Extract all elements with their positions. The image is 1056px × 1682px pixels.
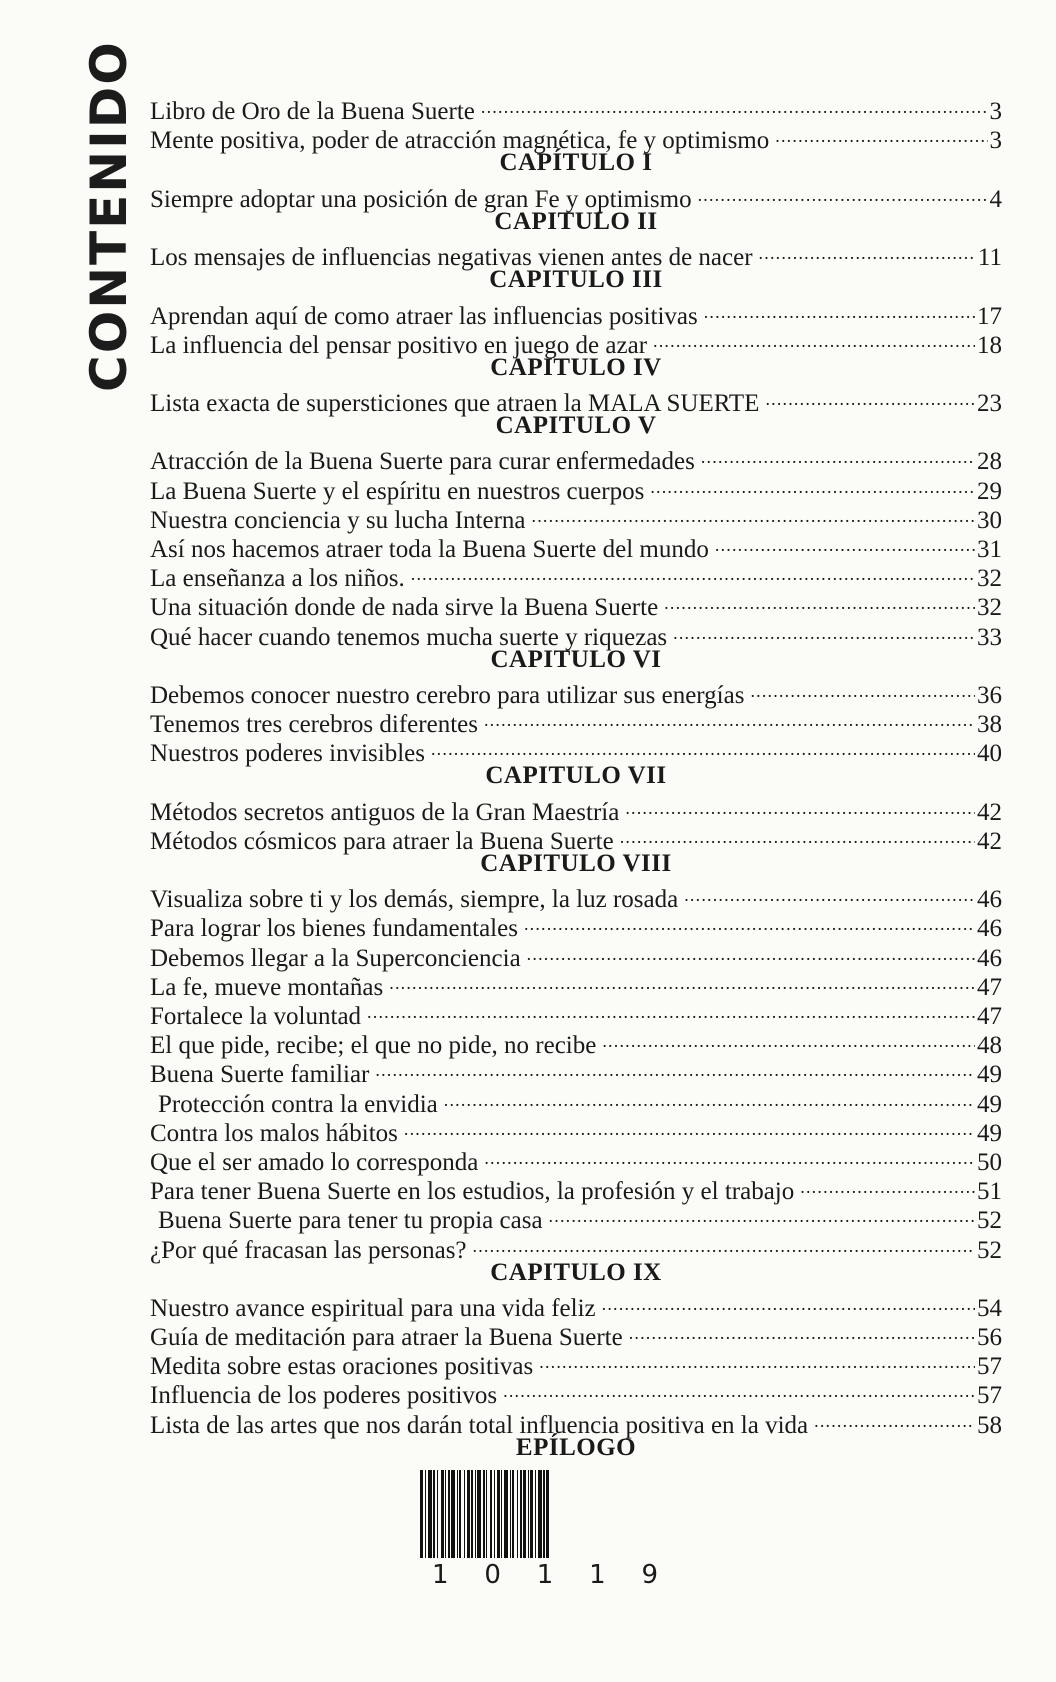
toc-entry[interactable] (150, 294, 1002, 330)
toc-entry-title: Influencia de los poderes positivos (150, 1382, 498, 1410)
barcode-digit: 1 (432, 1560, 449, 1590)
toc-entry-title: La enseñanza a los niños. (150, 565, 405, 593)
toc-entry-page: 49 (977, 1061, 1002, 1089)
toc-entry-page: 46 (977, 886, 1002, 914)
toc-entry-page: 57 (977, 1382, 1002, 1410)
toc-entry-title: Protección contra la envidia (158, 1090, 438, 1118)
toc-entry-title: ¿Por qué fracasan las personas? (150, 1236, 467, 1264)
toc-entry-title: Así nos hacemos atraer toda la Buena Suerte del mundo (150, 536, 709, 563)
toc-entry-page: 32 (977, 565, 1002, 593)
dot-leader (704, 294, 975, 323)
toc-entry-page: 54 (977, 1294, 1002, 1322)
dot-leader (481, 90, 988, 119)
toc-entry-title: La fe, mueve montañas (150, 973, 384, 1001)
dot-leader (775, 119, 987, 148)
toc-entry-page: 49 (977, 1119, 1002, 1147)
toc-entry-title: Debemos conocer nuestro cerebro para utilizar sus energías (150, 681, 745, 709)
dot-leader (701, 440, 975, 469)
dot-leader (673, 615, 975, 644)
toc-entry-title: Mente positiva, poder de atracción magnética, fe y optimismo (150, 127, 770, 155)
toc-entry-title: La Buena Suerte y el espíritu en nuestros cuerpos (150, 477, 645, 505)
dot-leader (765, 382, 975, 411)
chapter-heading: CAPITULO V (495, 412, 657, 440)
toc-entry-title: Debemos llegar a la Superconciencia (150, 944, 521, 972)
toc-entry-title: Que el ser amado lo corresponda (150, 1148, 479, 1176)
toc-entry-title: Una situación donde de nada sirve la Buena Suerte (150, 594, 659, 622)
toc-entry-page: 18 (977, 331, 1002, 359)
chapter-heading: CAPITULO II (494, 207, 658, 235)
toc-entry[interactable] (150, 178, 1002, 213)
toc-entry-page: 30 (977, 506, 1002, 534)
dot-leader (549, 1199, 975, 1228)
toc-entry-title: Métodos secretos antiguos de la Gran Maestría (150, 798, 620, 826)
dot-leader (389, 966, 975, 995)
dot-leader (524, 907, 975, 936)
dot-leader (431, 732, 975, 761)
toc-entry-page: 38 (977, 711, 1002, 739)
dot-leader (759, 236, 976, 265)
barcode-digit: 1 (589, 1560, 606, 1590)
toc-entry-page: 4 (989, 185, 1002, 213)
toc-entry-title: Nuestros poderes invisibles (150, 740, 425, 768)
barcode-bars (420, 1470, 670, 1558)
dot-leader (800, 1170, 975, 1199)
toc-entry-title: Para lograr los bienes fundamentales (150, 915, 518, 943)
toc-entry[interactable] (150, 791, 1002, 826)
dot-leader (539, 1345, 975, 1374)
dot-leader (750, 674, 975, 703)
toc-entry-page: 57 (977, 1353, 1002, 1381)
dot-leader (664, 586, 975, 615)
toc-entry-title: Para tener Buena Suerte en los estudios, la profesión y el trabajo (150, 1178, 795, 1206)
toc-entry-page: 32 (977, 594, 1002, 622)
barcode-digit: 1 (536, 1560, 554, 1590)
toc-entry[interactable] (150, 878, 1002, 914)
toc-entry-title: Medita sobre estas oraciones positivas (150, 1353, 534, 1381)
toc-entry-page: 42 (977, 827, 1002, 855)
toc-entry-title: Guía de meditación para atraer la Buena Suerte (150, 1324, 623, 1352)
toc-entry[interactable] (150, 440, 1002, 476)
toc-entry-page: 47 (977, 1003, 1002, 1030)
barcode-bar (546, 1470, 549, 1558)
dot-leader (684, 878, 975, 907)
chapter-heading: CAPÍTULO I (499, 149, 653, 177)
toc-entry-page: 33 (977, 623, 1002, 651)
toc-entry-title: Buena Suerte familiar (150, 1061, 370, 1089)
dot-leader (532, 499, 975, 528)
chapter-heading: CAPITULO III (489, 266, 663, 294)
dot-leader (484, 703, 975, 732)
dot-leader (375, 1053, 975, 1082)
dot-leader (473, 1228, 975, 1257)
dot-leader (650, 469, 975, 498)
chapter-heading: CAPITULO IV (490, 353, 662, 381)
toc-entry-title: Fortalece la voluntad (150, 1003, 362, 1030)
toc-entry-title: Lista de las artes que nos darán total influencia positiva en la vida (150, 1411, 809, 1439)
toc-entry-page: 52 (977, 1207, 1002, 1235)
toc-entry-title: La influencia del pensar positivo en juego de azar (150, 331, 648, 359)
toc-entry-title: Buena Suerte para tener tu propia casa (158, 1207, 543, 1235)
toc-entry-title: Atracción de la Buena Suerte para curar enfermedades (150, 448, 695, 476)
toc-entry-title: Métodos cósmicos para atraer la Buena Suerte (150, 827, 614, 855)
contents-side-title: CONTENIDO (80, 40, 138, 392)
toc-entry-title: Qué hacer cuando tenemos mucha suerte y riquezas (150, 623, 668, 651)
toc-entry-page: 49 (977, 1090, 1002, 1118)
toc-entry-title: Lista exacta de supersticiones que atraen la MALA SUERTE (150, 390, 760, 418)
toc-entry-page: 42 (977, 798, 1002, 826)
dot-leader (602, 1024, 975, 1053)
toc-entry-page: 56 (977, 1324, 1002, 1352)
barcode (420, 1470, 670, 1590)
toc-entry-title: Libro de Oro de la Buena Suerte (150, 98, 475, 126)
toc-entry-title: Contra los malos hábitos (150, 1119, 398, 1147)
toc-entry-page: 40 (977, 740, 1002, 768)
dot-leader (715, 528, 975, 557)
toc-entry[interactable] (150, 1287, 1002, 1322)
chapter-heading: CAPITULO VI (490, 645, 662, 673)
dot-leader (620, 820, 975, 849)
toc-entry-page: 29 (977, 477, 1002, 505)
toc-entry-title: Nuestra conciencia y su lucha Interna (150, 506, 526, 534)
toc-entry-title: Los mensajes de influencias negativas vienen antes de nacer (150, 244, 753, 272)
toc-entry-page: 23 (977, 390, 1002, 418)
toc-entry-page: 58 (977, 1411, 1002, 1439)
toc-entry-page: 17 (977, 302, 1002, 330)
dot-leader (602, 1287, 975, 1316)
toc-entry-page: 11 (977, 244, 1002, 272)
toc-entry[interactable] (150, 90, 1002, 126)
toc-entry-page: 36 (977, 681, 1002, 709)
toc-entry-title: Siempre adoptar una posición de gran Fe y optimismo (150, 185, 692, 213)
chapter-heading: CAPITULO VIII (480, 849, 672, 877)
toc-entry-page: 31 (977, 536, 1002, 563)
dot-leader (653, 324, 975, 353)
table-of-contents (150, 90, 1002, 1462)
dot-leader (625, 791, 975, 820)
toc-entry-page: 48 (977, 1032, 1002, 1060)
dot-leader (484, 1141, 975, 1170)
toc-entry-title: Tenemos tres cerebros diferentes (150, 711, 478, 739)
dot-leader (629, 1316, 975, 1345)
toc-entry-page: 3 (989, 127, 1002, 155)
dot-leader (503, 1374, 975, 1403)
toc-entry-title: El que pide, recibe; el que no pide, no recibe (150, 1032, 597, 1060)
toc-entry-title: Nuestro avance espiritual para una vida feliz (150, 1294, 596, 1322)
dot-leader (367, 995, 975, 1024)
dot-leader (698, 178, 988, 207)
toc-entry[interactable] (150, 382, 1002, 418)
barcode-digit: 0 (484, 1560, 501, 1590)
toc-entry-page: 52 (977, 1236, 1002, 1264)
dot-leader (444, 1082, 975, 1111)
chapter-heading: CAPITULO IX (490, 1258, 662, 1286)
toc-entry-page: 28 (977, 448, 1002, 476)
toc-entry-page: 47 (977, 973, 1002, 1001)
dot-leader (404, 1112, 975, 1141)
toc-entry[interactable] (150, 674, 1002, 709)
chapter-heading: CAPITULO VII (485, 762, 667, 790)
toc-entry-title: Visualiza sobre ti y los demás, siempre, la luz rosada (150, 886, 679, 914)
toc-entry[interactable] (150, 236, 1002, 272)
dot-leader (411, 557, 975, 586)
toc-entry-page: 50 (977, 1148, 1002, 1176)
toc-entry-page: 51 (977, 1178, 1002, 1206)
dot-leader (814, 1403, 975, 1432)
toc-entry-page: 46 (977, 944, 1002, 972)
toc-entry-page: 3 (989, 98, 1002, 126)
toc-entry-page: 46 (977, 915, 1002, 943)
barcode-digits (420, 1560, 670, 1590)
dot-leader (527, 936, 975, 965)
toc-entry-title: Aprendan aquí de como atraer las influencias positivas (150, 302, 698, 330)
barcode-digit: 9 (641, 1560, 658, 1590)
chapter-heading: EPÍLOGO (515, 1433, 637, 1461)
